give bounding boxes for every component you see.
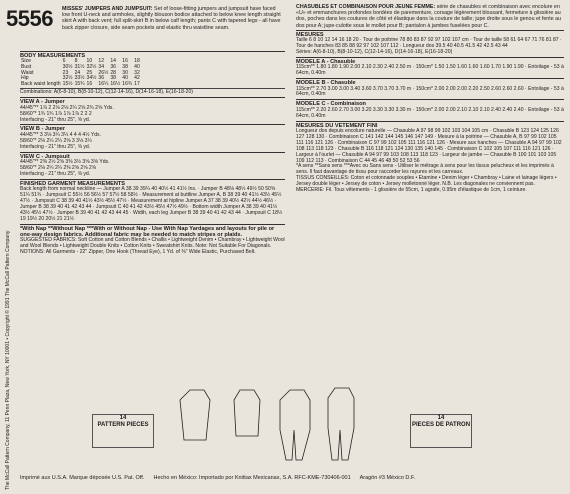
cell: 30 (122, 69, 128, 76)
mesures-vetement-heading: MESURES DU VETEMENT FINI (296, 121, 564, 129)
pattern-pieces-fr (410, 414, 472, 448)
modele-a-lines: 115cm** 1.80 1.80 1.90 2.00 2.10 2.30 2.40 2.50 m · 150cm* 1.50 1.50 1.60 1.60 1.60 1.70 1.90 1.90 · Entoilage - 53 à 64cm, 0.40m (296, 64, 564, 77)
description-en-title: MISSES' JUMPERS AND JUMPSUIT: (62, 6, 153, 12)
pieces-drawings (20, 384, 565, 464)
french-column (296, 4, 564, 194)
cell: 15¾ (74, 80, 85, 87)
with-nap: *With Nap **Without Nap ***With or Without Nap - Use With Nap Yardages and layouts for pile or one-way design fabrics. Additional fabric may be needed to match stripes or plaids. (20, 224, 285, 239)
cell: 10 (86, 58, 93, 65)
cell: 32½ (86, 64, 97, 70)
cell: 31½ (74, 64, 85, 70)
view-b-heading: VIEW B - Jumper (20, 124, 285, 132)
pieces-count-fr: 14 (437, 415, 445, 421)
tissus-conseilles: TISSUS CONSEILLES: Coton et cotonnade souples • Etamine • Denim léger • Chambray • Laine et lainage légers • Jersey double léger • Jersey de coton • Jersey molletonné léger. N.B. Les diagonales ne conviennent pas. (296, 175, 557, 188)
mesures-lines: Taille 6 8 10 12 14 16 18 20 · Tour de poitrine 78 80 83 87 92 97 102 107 cm · Tour de taille 58 61 64 67 71 76 81 87 · Tour de hanches 83 85 88 92 97 102 107 112 · Longueur dos 39.5 40 40.5 41.5 42 42.5 43 44 (296, 37, 562, 50)
footer-middle: Hecho en México: Importado por Knittax Mexicanas, S.A. RFC-KME-730406-001 (153, 475, 351, 481)
description-fr-title: CHASUBLES ET COMBINAISON POUR JEUNE FEMME: (296, 4, 436, 10)
cell: 38 (110, 75, 116, 82)
cell: 16¼ (98, 80, 109, 87)
finished-garment-heading: FINISHED GARMENT MEASUREMENTS (20, 179, 285, 187)
cell: 16½ (110, 80, 121, 87)
side-copyright (2, 160, 14, 490)
cell: 16 (122, 58, 128, 65)
cell: 26½ (98, 69, 109, 76)
footer-left: Imprimé aux U.S.A. Marque déposée U.S. Pat. Off. (20, 475, 145, 481)
cell: 38 (122, 64, 128, 70)
side-copyright-text: The McCall Pattern Company, 11 Penn Plaza, New York, NY 10001 • Copyright © 1991 The McCall Pattern Company (5, 230, 11, 490)
footer-right: Aragón #3 México D.F. (359, 475, 416, 481)
view-c-heading: VIEW C - Jumpsuit (20, 152, 285, 160)
mesures-vetement-lines: Longueur dos depuis encolure naturelle — Chasuble A 97 98 99 102 103 104 105 cm · Chasuble B 123 124 125 126 127 128 130 · Combinaison C 141 142 144 145 146 147 149 · Mesure à la poitrine — Chasuble A, B 97 99 102 105 111 116 121 126 · Combinaison C 97 99 102 105 111 116 121 126 · Mesure aux hanches — Chasuble A 94 97 99 102 108 113 118 123 · Chasuble B 116 118 121 124 130 135 140 145 · Combinaison C 102 105 107 111 116 121 126 · Largeur à l'ourlet — Chasuble A 94 97 99 103 108 113 118 123 · Largeur de jambe — Chasuble B 100 101 103 105 109 112 113 · Combinaison C 44 45 46 48 50 52 53 56 (296, 128, 562, 164)
cell: 34½ (86, 75, 97, 82)
cell: 14 (110, 58, 116, 65)
view-a-line1: 44/45"** 1⅞ 2 2⅛ 2⅛ 2¼ 2⅝ 2¾ 2⅝ Yds. (20, 104, 114, 111)
footer (20, 475, 565, 481)
view-a-line2: 58/60"* 1¾ 1¾ 1⅞ 1⅞ 1⅞ 2 2 2 (20, 110, 92, 117)
view-b-line2: 58/60"* 2⅛ 2¼ 2¼ 2⅝ 3 3⅛ 3¼ (20, 137, 92, 144)
cell: 16 (86, 80, 93, 87)
modele-c-lines: 115cm** 2.20 2.60 2.70 3.00 3.20 3.30 3.30 3.30 m · 150cm* 2.00 2.00 2.10 2.10 2.10 2.40 2.40 2.40 · Entoilage - 53 à 64cm, 0.40m (296, 106, 564, 119)
cell: 15½ (62, 80, 73, 87)
modele-c-heading: MODELE C - Combinaison (296, 99, 564, 107)
notions: NOTIONS: All Garments - 22" Zipper, One Hook (Thread Eye), 1 Yd. of ⅜" Wide Elastic, Purchased Belt. (20, 249, 256, 256)
cell: 34 (98, 64, 105, 70)
cell: 6 (62, 58, 66, 65)
cell: 40 (122, 75, 128, 82)
mesures-heading: MESURES (296, 30, 564, 38)
body-measurements-heading: BODY MEASUREMENTS (20, 51, 285, 59)
cell: Bust (21, 64, 32, 70)
suggested-fabrics: SUGGESTED FABRICS: Soft Cotton and Cotton Blends • Challis • Lightweight Denim • Chambray • Lightweight Wool and Wool Blends • Lightweight Double Knits • Cotton Knits • Sweatshirt Knits. Note: Not Suitable For Diagonals. (20, 237, 285, 250)
view-c-line1: 44/45"** 2⅜ 2½ 2⅝ 3⅜ 3½ 3⅝ 3⅝ Yds. (20, 158, 110, 165)
view-c-line2: 58/60"* 2⅛ 2¼ 2¼ 2⅜ 2⅝ 2⅝ 2⅝ (20, 164, 97, 171)
cell: 28 (110, 69, 116, 76)
cell: 36 (98, 75, 105, 82)
view-c-line3: Interfacing - 21" thru 25", ⅝ yd. (20, 170, 91, 177)
cell: Size (21, 58, 31, 65)
cell: 30½ (62, 64, 73, 70)
line-drawings-icon (170, 384, 390, 464)
pattern-number: 5556 (6, 6, 53, 31)
modele-b-heading: MODELE B - Chasuble (296, 78, 564, 86)
cell: Waist (21, 69, 34, 76)
modele-b-lines: 115cm** 2.70 3.00 3.00 3.40 3.60 3.70 3.70 3.70 m · 150cm* 2.00 2.00 2.00 2.20 2.50 2.60 2.60 2.60 · Entoilage - 53 à 64cm, 0.40m (296, 85, 564, 98)
cell: Back waist length (21, 80, 61, 87)
cell: 33½ (74, 75, 85, 82)
cell: 40 (134, 64, 140, 70)
cell: Hip (21, 75, 29, 82)
cell: 25 (86, 69, 93, 76)
body-measurements-en (20, 50, 285, 256)
pieces-label-fr: PIECES DE PATRON (411, 422, 471, 428)
view-a-line3: Interfacing - 21" thru 25", ⅝ yd. (20, 116, 91, 123)
combinations: Combinations: A(6-8-10), B(8-10-12), C(12-14-16), D(14-16-18), E(16-18-20) (20, 89, 193, 96)
cell: 23 (62, 69, 69, 76)
cell: 32 (134, 69, 140, 76)
series: Séries: A(6-8-10), B(8-10-12), C(12-14-16), D(14-16-18), E(16-18-20) (296, 49, 453, 56)
cell: 16¾ (122, 80, 133, 87)
cell: 18 (134, 58, 140, 65)
cell: 36 (110, 64, 116, 70)
description-en-text: Set of loose-fitting jumpers and jumpsuit have faced low front U-neck and armholes, slightly blouson bodice attached to below knee length straight skirt A with back vent; full split-skirt B in below calf length; pants C with tapered legs - all have back zipper closure, side seam pockets and elastic thru waistline seam. (62, 6, 281, 31)
cell: 42 (134, 75, 140, 82)
cell: 12 (98, 58, 105, 65)
description-fr (296, 4, 564, 29)
view-b-line1: 44/45"** 3 3⅛ 3¼ 3¼ 4 4 4 4½ Yds. (20, 131, 102, 138)
body-measurements-table (20, 59, 141, 87)
pattern-pieces-en (92, 414, 154, 448)
cell: 8 (74, 58, 78, 65)
a-sens: *A sens **Sans sens ***Avec ou Sans sens - Utiliser le métrage à sens pour les tissus pelucheux et les imprimés à sens. Il faut davantage de tissu pour raccorder les rayures et les carreaux. (296, 163, 554, 176)
pieces-count: 14 (119, 415, 127, 421)
view-b-line3: Interfacing - 21" thru 25", ⅝ yd. (20, 143, 91, 150)
cell: 24 (74, 69, 81, 76)
view-a-heading: VIEW A - Jumper (20, 97, 285, 105)
finished-garment-lines: Back length from normal neckline — Jumper A 38 39 39¼ 40 40½ 41 41½ Ins. · Jumper B 48⅛ 48½ 49½ 50 50⅝ 51¼ 51¾ · Jumpsuit C 55½ 56 56½ 57 57½ 58 58½ · Measurement at buttline Jumper A, B 38 39 40 41½ 43½ 45½ 47½ · Jumpsuit C 38 39 40 41½ 43½ 45½ 47½ · Measurement at hipline Jumper A 37 38 39 40½ 42½ 44½ 46½ · Jumper B 38 39 40 41 42 43 44 · Jumpsuit C 40 41 42 43½ 45½ 47½ 49½ · Bottom width Jumper A 38 39 40 41½ 43½ 45½ 47½ · Jumper B 39 40 41 42 43 44 45 · Width, each leg Jumper B 38 39 40 41 42 43 44 · Jumpsuit C 18½ 19 19½ 20 20½ 21 21½ (20, 186, 283, 222)
description-en (62, 6, 284, 31)
mercerie: MERCERIE: Fil. Tous vêtements - 1 glissière de 55cm, 1 agrafe, 0.95m d'élastique de 1cm, 1 ceinture. (296, 187, 527, 194)
cell: 17 (134, 80, 140, 87)
cell: 32½ (62, 75, 73, 82)
pieces-label: PATTERN PIECES (97, 422, 149, 428)
modele-a-heading: MODELE A - Chasuble (296, 57, 564, 65)
description-fr-text: série de chasubles et combinaison avec encolure en «U» et emmanchures profondes bordées de parementure, corsage légèrement blousant, fermeture à glissière au dos, poches dans les coutures de côté et élastique dans la couture de taille; jupe droite sous le genou et fente au dos pour A; jupe-culotte sous le mollet pour B; pantalon à jambes fuselées pour C. (296, 4, 562, 29)
